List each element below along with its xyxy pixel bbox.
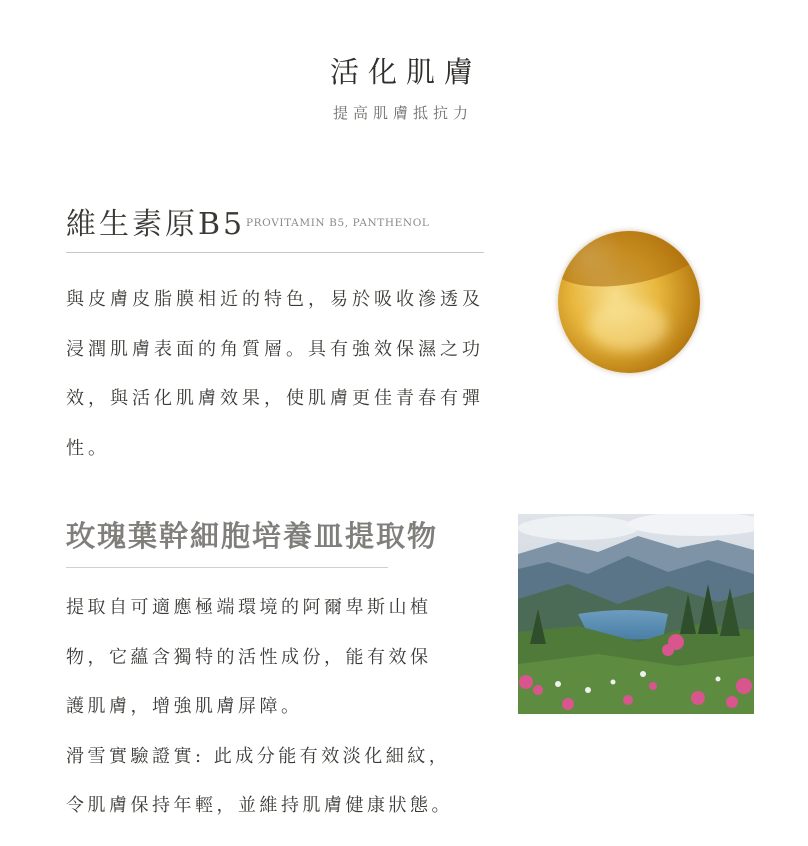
ingredient-title-b5: 維生素原B5 — [66, 207, 246, 242]
description-paragraph: 提取自可適應極端環境的阿爾卑斯山植物，它蘊含獨特的活性成份，能有效保護肌膚，增強肌膚屏障。 — [66, 597, 432, 717]
page-title: 活化肌膚 — [330, 55, 483, 89]
alpine-landscape-image — [518, 514, 754, 714]
ingredient-title-rose-stem-cell: 玫瑰葉幹細胞培養皿提取物 — [66, 519, 439, 553]
description-paragraph: 滑雪實驗證實: 此成分能有效淡化細紋，令肌膚保持年輕，並維持肌膚健康狀態。 — [66, 745, 453, 816]
ingredient-description-b5: 與皮膚皮脂膜相近的特色，易於吸收滲透及浸潤肌膚表面的角質層。具有強效保濕之功效，與活化肌膚效果，使肌膚更佳青春有彈性。 — [66, 289, 484, 459]
ingredient-english-name: PROVITAMIN B5, PANTHENOL — [246, 217, 430, 229]
section-divider — [66, 252, 484, 253]
section-divider — [66, 567, 388, 568]
ingredient-description-rose — [66, 583, 506, 831]
vitamin-capsule-image — [558, 231, 700, 373]
page-subtitle: 提高肌膚抵抗力 — [333, 104, 474, 122]
